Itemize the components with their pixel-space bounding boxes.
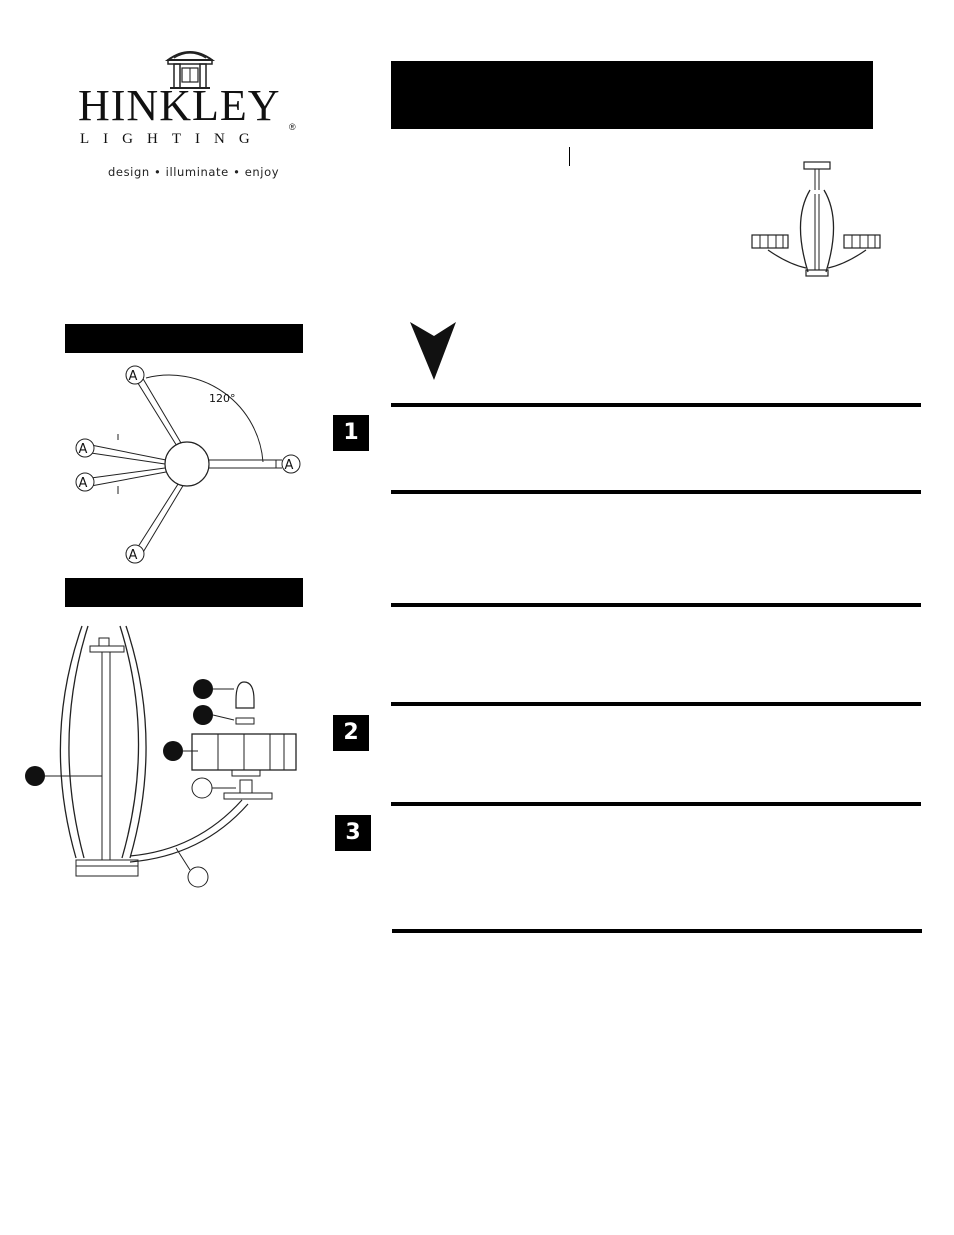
title-divider (569, 147, 570, 166)
brand-subtitle: LIGHTING (80, 131, 264, 147)
brand-tagline: design • illuminate • enjoy (108, 165, 280, 179)
registered-mark: ® (289, 122, 296, 132)
section-rule-3 (391, 603, 921, 607)
arm-label-a-4: A (128, 548, 138, 563)
step-badge-3: 3 (335, 815, 371, 851)
arm-label-a-3: A (78, 476, 88, 491)
arm-layout-diagram (70, 362, 310, 570)
step-badge-1: 1 (333, 415, 369, 451)
down-arrow-icon (410, 322, 458, 382)
section-header-bar-1 (65, 324, 303, 353)
assembly-diagram (22, 620, 312, 890)
title-bar (391, 61, 873, 129)
arm-label-a-1: A (128, 369, 138, 384)
arm-label-a-2: A (78, 442, 88, 457)
arm-label-a-5: A (284, 458, 294, 473)
section-rule-5 (391, 802, 921, 806)
fixture-illustration (748, 160, 884, 282)
brand-name: HINKLEY (78, 81, 281, 130)
brand-logo (0, 0, 340, 190)
section-rule-4 (391, 702, 921, 706)
section-header-bar-2 (65, 578, 303, 607)
step-badge-2: 2 (333, 715, 369, 751)
angle-label: 120° (209, 392, 236, 405)
section-rule-6 (392, 929, 922, 933)
section-rule-2 (391, 490, 921, 494)
section-rule-1 (391, 403, 921, 407)
